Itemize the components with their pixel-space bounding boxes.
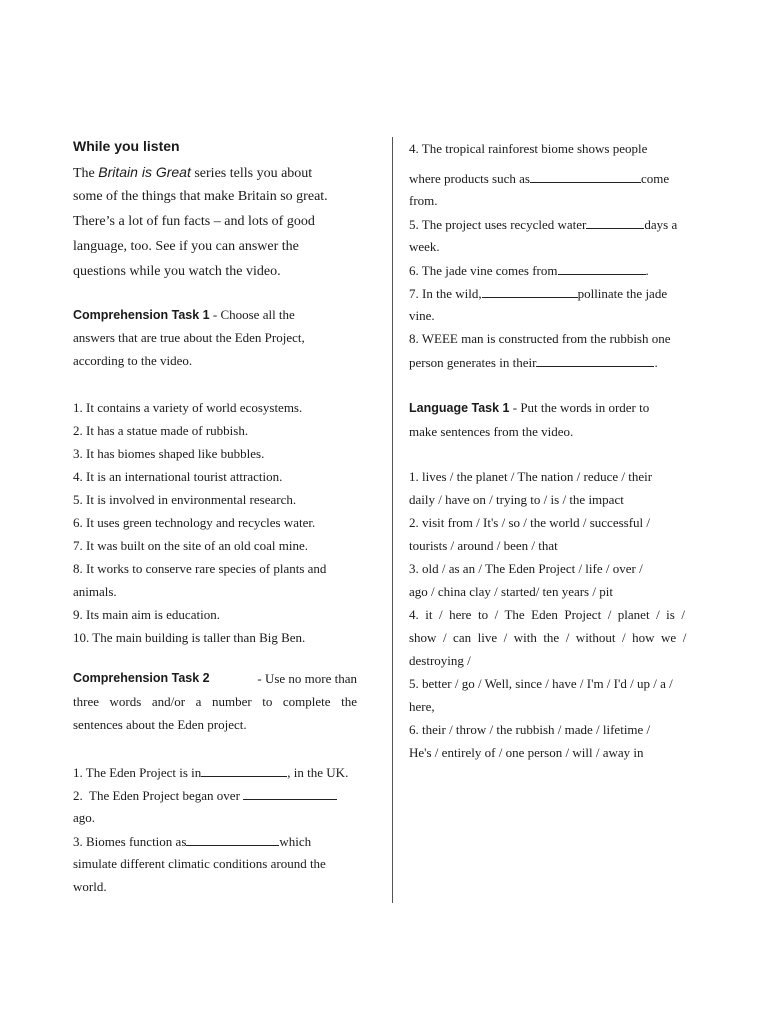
answer-blank[interactable] — [243, 787, 337, 800]
question-text: 5. The project uses recycled water — [409, 217, 587, 232]
intro-line: some of the things that make Britain so great. — [73, 189, 328, 204]
section-heading: While you listen — [73, 138, 180, 154]
question-text: , in the UK. — [287, 765, 349, 780]
list-item: 3. old / as an / The Eden Project / life / over / — [409, 561, 643, 576]
answer-blank[interactable] — [530, 170, 641, 183]
answer-blank[interactable] — [558, 262, 646, 275]
question-text: vine. — [409, 308, 435, 323]
fill-in-question — [409, 285, 667, 302]
task-title: Comprehension Task 1 — [73, 308, 210, 322]
question-text: . — [645, 263, 649, 278]
question-text: week. — [409, 239, 440, 254]
fill-in-question — [73, 833, 311, 850]
question-text: days a — [644, 217, 678, 232]
question-text: come — [640, 171, 670, 186]
list-item: 2. visit from / It's / so / the world / successful / — [409, 515, 651, 530]
fill-in-question — [73, 764, 348, 781]
list-item: 6. It uses green technology and recycles water. — [73, 515, 316, 530]
series-name: Britain is Great — [98, 164, 191, 180]
question-text: 8. WEEE man is constructed from the rubbish one — [409, 331, 671, 346]
column-divider — [392, 137, 393, 903]
question-text: 7. In the wild, — [409, 286, 482, 301]
list-item: 1. It contains a variety of world ecosystems. — [73, 400, 303, 415]
question-text: 2. The Eden Project began over — [73, 788, 244, 803]
question-text: person generates in their — [409, 355, 537, 370]
task-title: Language Task 1 — [409, 401, 510, 415]
question-text: pollinate the jade — [577, 286, 668, 301]
intro-line: language, too. See if you can answer the — [73, 239, 299, 254]
fill-in-question — [73, 787, 337, 804]
intro-text: The — [73, 166, 99, 181]
task-instruction: three words and/or a number to complete the — [73, 694, 357, 709]
task-instruction-text: - Choose all the — [209, 307, 295, 322]
list-item: 4. It is an international tourist attraction. — [73, 469, 283, 484]
list-item: 8. It works to conserve rare species of plants and — [73, 561, 327, 576]
task-instruction-text: - Put the words in order to — [509, 400, 650, 415]
fill-in-question — [409, 354, 658, 371]
task-instruction — [73, 307, 295, 323]
question-text: from. — [409, 193, 438, 208]
task-instruction: answers that are true about the Eden Project, — [73, 330, 305, 345]
question-text: simulate different climatic conditions around the — [73, 856, 326, 871]
question-text: . — [654, 355, 658, 370]
fill-in-question — [409, 216, 677, 233]
answer-blank[interactable] — [536, 354, 654, 367]
answer-blank[interactable] — [586, 216, 644, 229]
list-item: daily / have on / trying to / is / the impact — [409, 492, 624, 507]
list-item: 10. The main building is taller than Big Ben. — [73, 630, 306, 645]
list-item: here, — [409, 699, 435, 714]
question-text: where products such as — [409, 171, 530, 186]
task-instruction: sentences about the Eden project. — [73, 717, 247, 732]
list-item: 2. It has a statue made of rubbish. — [73, 423, 249, 438]
fill-in-question — [409, 262, 649, 279]
task-instruction — [73, 671, 357, 687]
intro-line — [73, 164, 312, 182]
list-item: 1. lives / the planet / The nation / reduce / their — [409, 469, 653, 484]
question-text: ago. — [73, 810, 96, 825]
list-item: destroying / — [409, 653, 471, 668]
answer-blank[interactable] — [186, 833, 279, 846]
list-item: 6. their / throw / the rubbish / made / lifetime / — [409, 722, 651, 737]
task-title: Comprehension Task 2 — [73, 671, 210, 685]
question-text: 1. The Eden Project is in — [73, 765, 202, 780]
question-text: world. — [73, 879, 107, 894]
answer-blank[interactable] — [201, 764, 287, 777]
list-item: 4. it / here to / The Eden Project / planet / is / — [409, 607, 685, 622]
task-instruction: according to the video. — [73, 353, 193, 368]
list-item: 5. better / go / Well, since / have / I'm / I'd / up / a / — [409, 676, 673, 691]
question-text: 3. Biomes function as — [73, 834, 187, 849]
task-instruction-text: - Use no more than — [254, 671, 357, 686]
list-item: 7. It was built on the site of an old coal mine. — [73, 538, 309, 553]
fill-in-question — [409, 170, 669, 187]
intro-line: questions while you watch the video. — [73, 264, 281, 279]
task-instruction — [409, 400, 649, 416]
list-item: tourists / around / been / that — [409, 538, 558, 553]
list-item: ago / china clay / started/ ten years / pit — [409, 584, 613, 599]
list-item: He's / entirely of / one person / will / away in — [409, 745, 644, 760]
question-text: which — [279, 834, 312, 849]
list-item: 3. It has biomes shaped like bubbles. — [73, 446, 265, 461]
list-item: 5. It is involved in environmental research. — [73, 492, 297, 507]
list-item: show / can live / with the / without / how we / — [409, 630, 687, 645]
intro-line: There’s a lot of fun facts – and lots of good — [73, 214, 315, 229]
list-item: animals. — [73, 584, 117, 599]
question-text: 4. The tropical rainforest biome shows people — [409, 141, 648, 156]
answer-blank[interactable] — [482, 285, 578, 298]
intro-text: series tells you about — [190, 166, 313, 181]
question-text: 6. The jade vine comes from — [409, 263, 558, 278]
list-item: 9. Its main aim is education. — [73, 607, 220, 622]
task-instruction: make sentences from the video. — [409, 424, 574, 439]
